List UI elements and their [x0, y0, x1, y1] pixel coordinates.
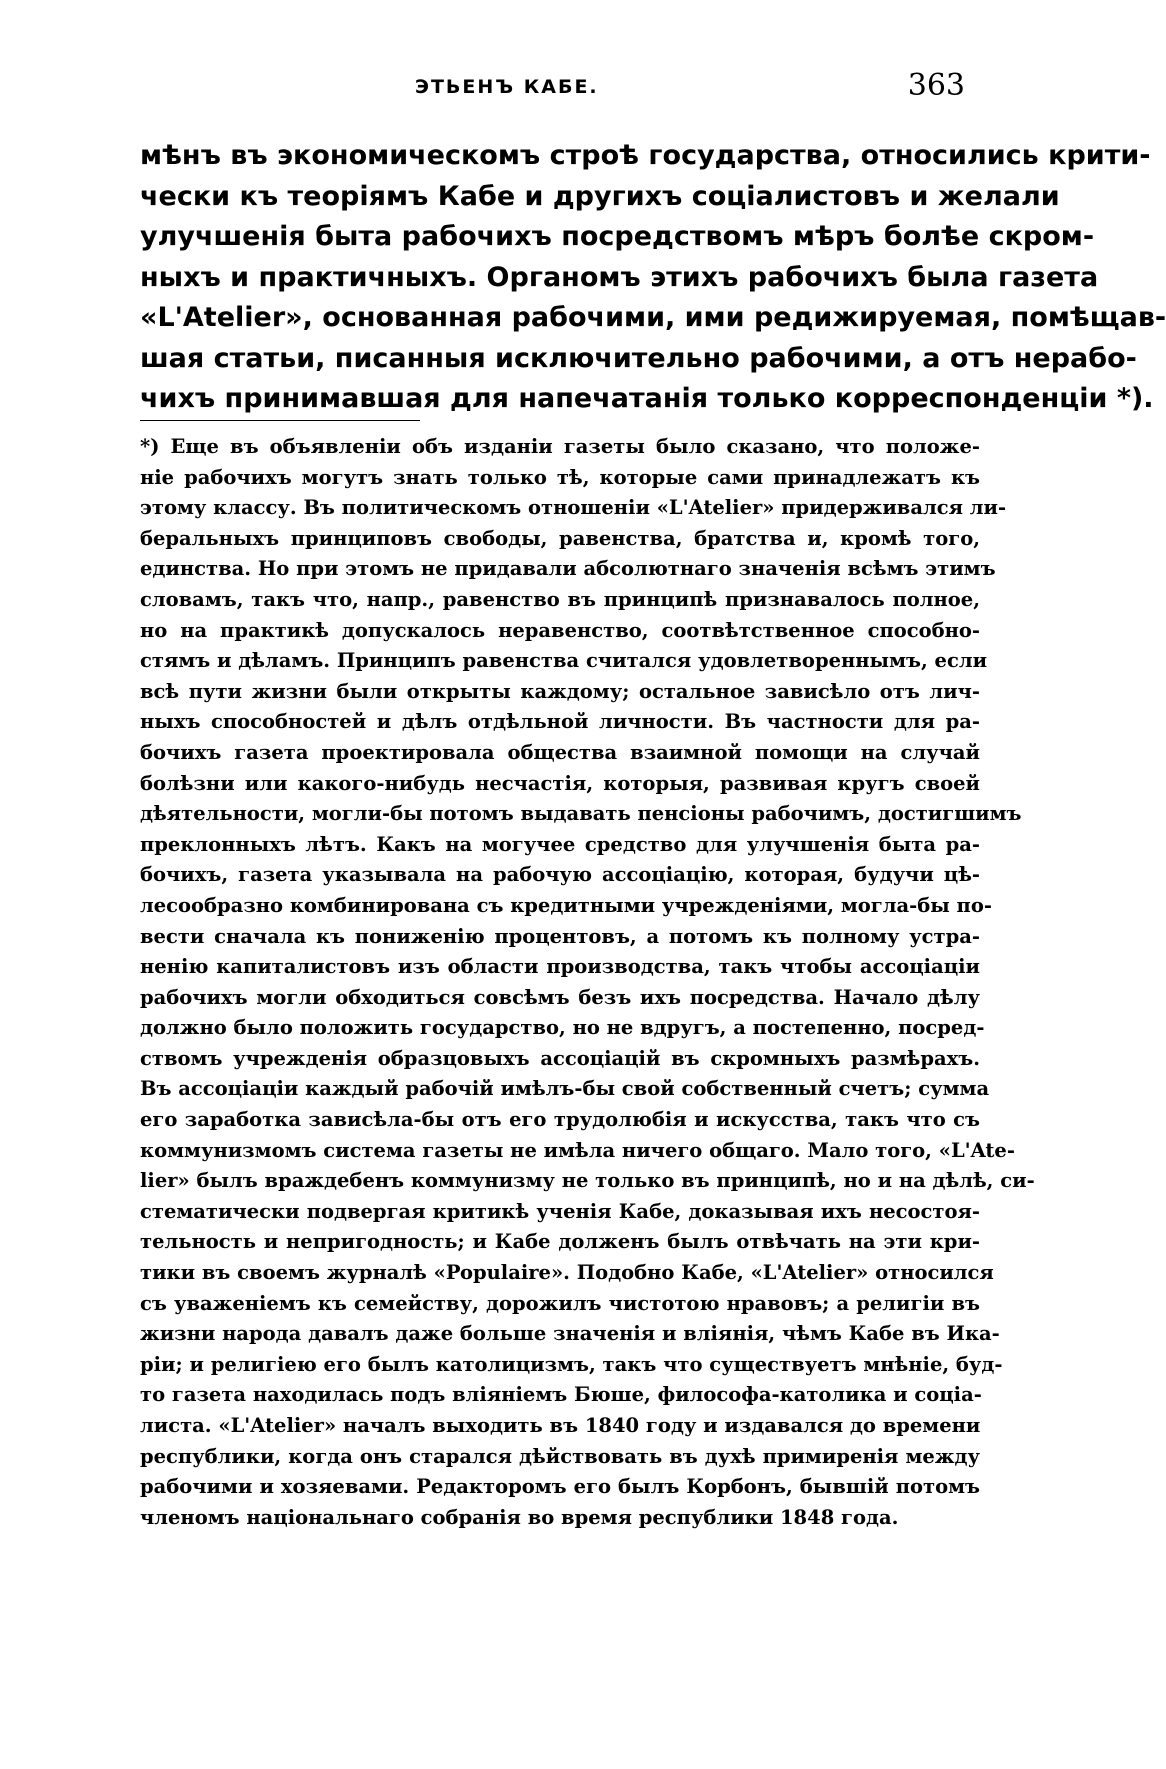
footnote-line: лесообразно комбинирована съ кредитными учрежденіями, могла-бы по- [140, 893, 992, 917]
footnote-line: то газета находилась подъ вліяніемъ Бюше, философа-католика и соціа- [140, 1383, 982, 1407]
footnote-line: рабочихъ могли обходиться совсѣмъ безъ ихъ посредства. Начало дѣлу [140, 985, 980, 1009]
footnote-line: *) Еще въ объявленіи объ изданіи газеты было сказано, что положе- [140, 435, 980, 458]
footnote-line: стематически подвергая критикѣ ученія Кабе, доказывая ихъ несостоя- [140, 1199, 980, 1223]
main-text-line: мѣнъ въ экономическомъ строѣ государства, относились крити- [140, 140, 1151, 171]
footnote-line: но на практикѣ допускалось неравенство, соотвѣтственное способно- [140, 618, 980, 642]
main-text-block [140, 136, 1166, 420]
main-text-line: улучшенія быта рабочихъ посредствомъ мѣръ болѣе скром- [140, 221, 1095, 252]
running-head: ЭТЬЕНЪ КАБЕ. [415, 76, 599, 98]
footnote-line: lier» былъ враждебенъ коммунизму не только въ принципѣ, но и на дѣлѣ, си- [140, 1169, 1035, 1193]
main-text-line: чески къ теоріямъ Кабе и другихъ соціалистовъ и желали [140, 180, 1060, 212]
footnote-line: Въ ассоціаціи каждый рабочій имѣлъ-бы свой собственный счетъ; сумма [140, 1077, 990, 1101]
footnote-line: членомъ національнаго собранія во время республики 1848 года. [140, 1505, 899, 1529]
footnote-line: преклонныхъ лѣтъ. Какъ на могучее средство для улучшенія быта ра- [140, 832, 980, 856]
footnote-line: дѣятельности, могли-бы потомъ выдавать пенсіоны рабочимъ, достигшимъ [140, 802, 1022, 826]
footnote-line: должно было положить государство, но не вдругъ, а постепенно, посред- [140, 1016, 985, 1040]
footnote-line: ніе рабочихъ могутъ знать только тѣ, которые сами принадлежатъ къ [140, 465, 980, 489]
footnote-line: словамъ, такъ что, напр., равенство въ принципѣ признавалось полное, [140, 587, 980, 611]
footnote-line: всѣ пути жизни были открыты каждому; остальное зависѣло отъ лич- [140, 679, 980, 703]
footnote-line: стямъ и дѣламъ. Принципъ равенства считался удовлетвореннымъ, если [140, 649, 988, 673]
footnote-line: рабочими и хозяевами. Редакторомъ его былъ Корбонъ, бывшій потомъ [140, 1475, 980, 1499]
footnote-line: съ уваженіемъ къ семейству, дорожилъ чистотою нравовъ; а религіи въ [140, 1291, 980, 1315]
footnote-line: этому классу. Въ политическомъ отношеніи «L'Atelier» придерживался ли- [140, 496, 1007, 520]
footnote-line: единства. Но при этомъ не придавали абсолютнаго значенія всѣмъ этимъ [140, 557, 996, 581]
main-text-line: «L'Atelier», основанная рабочими, ими редижируемая, помѣщав- [140, 302, 1166, 333]
page-number: 363 [907, 68, 965, 103]
page-header [130, 68, 975, 108]
footnote-line: вести сначала къ пониженію процентовъ, а потомъ къ полному устра- [140, 924, 980, 948]
footnote-line: ствомъ учрежденія образцовыхъ ассоціацій въ скромныхъ размѣрахъ. [140, 1046, 980, 1070]
footnote-line: коммунизмомъ система газеты не имѣла ничего общаго. Мало того, «L'Ate- [140, 1138, 1015, 1162]
main-text-line: ныхъ и практичныхъ. Органомъ этихъ рабочихъ была газета [140, 261, 1099, 293]
footnote-line: тельность и непригодность; и Кабе долженъ былъ отвѣчать на эти кри- [140, 1230, 980, 1254]
footnote-line: бочихъ, газета указывала на рабочую ассоціацію, которая, будучи цѣ- [140, 863, 980, 887]
footnote-line: листа. «L'Atelier» началъ выходить въ 1840 году и издавался до времени [140, 1414, 981, 1437]
footnote-line: его заработка зависѣла-бы отъ его трудолюбія и искусства, такъ что съ [140, 1108, 980, 1132]
footnote-line: болѣзни или какого-нибудь несчастія, которыя, развивая кругъ своей [140, 771, 980, 795]
footnote-line: жизни народа давалъ даже больше значенія и вліянія, чѣмъ Кабе въ Ика- [140, 1322, 1000, 1346]
footnote-divider [140, 420, 420, 421]
main-text-line: шая статьи, писанныя исключительно рабочими, а отъ нерабо- [140, 342, 1137, 374]
footnote-line: ныхъ способностей и дѣлъ отдѣльной личности. Въ частности для ра- [140, 710, 980, 734]
footnote-line: бочихъ газета проектировала общества взаимной помощи на случай [140, 740, 980, 764]
footnote-line: ненію капиталистовъ изъ области производства, такъ чтобы ассоціаціи [140, 955, 980, 979]
main-text-line: чихъ принимавшая для напечатанія только корреспонденціи *). [140, 383, 1154, 414]
footnote-line: тики въ своемъ журналѣ «Populaire». Подобно Кабе, «L'Atelier» относился [140, 1261, 994, 1285]
footnote-line: республики, когда онъ старался дѣйствовать въ духѣ примиренія между [140, 1444, 980, 1468]
footnote-line: ріи; и религіею его былъ католицизмъ, такъ что существуетъ мнѣніе, буд- [140, 1352, 1003, 1376]
footnote-line: беральныхъ принциповъ свободы, равенства, братства и, кромѣ того, [140, 526, 980, 550]
footnote-block [140, 432, 1035, 1533]
